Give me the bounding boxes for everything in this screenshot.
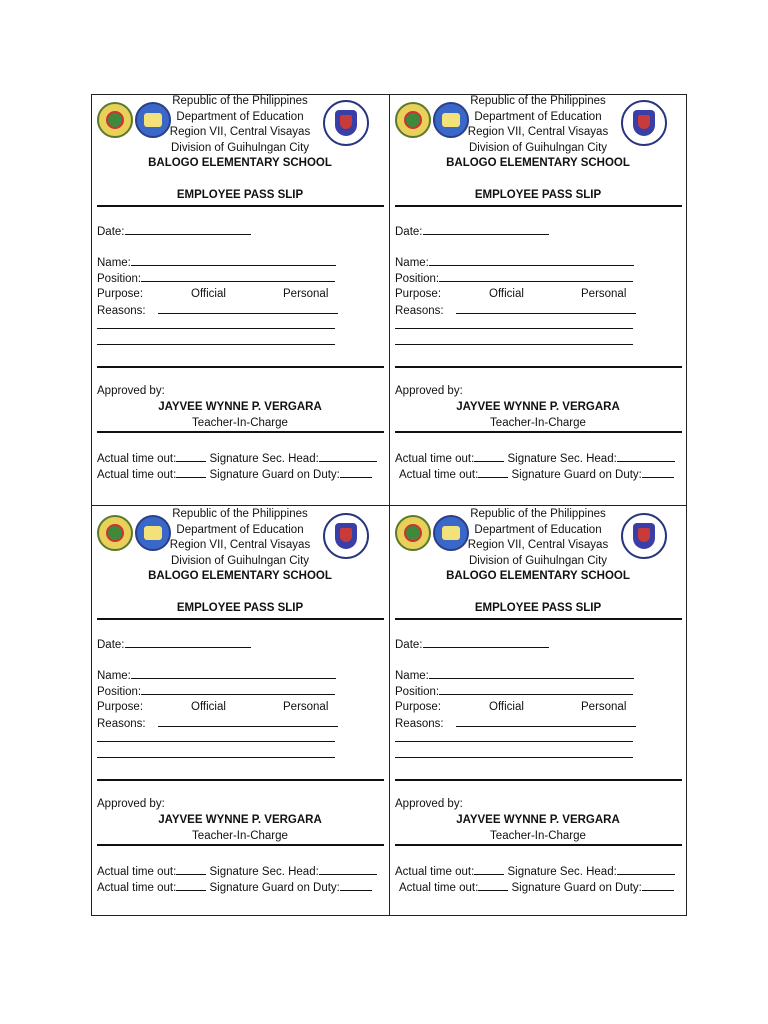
header-republic: Republic of the Philippines bbox=[470, 508, 606, 520]
signer-name: JAYVEE WYNNE P. VERGARA bbox=[158, 401, 322, 413]
time-out-blank[interactable] bbox=[474, 451, 504, 462]
approved-by-label: Approved by: bbox=[395, 798, 463, 810]
name-blank[interactable] bbox=[131, 668, 336, 679]
rule bbox=[97, 431, 384, 433]
reasons-line[interactable] bbox=[97, 344, 335, 345]
header-region: Region VII, Central Visayas bbox=[169, 126, 311, 138]
position-label: Position: bbox=[395, 686, 440, 698]
reasons-line[interactable] bbox=[97, 757, 335, 758]
name-label: Name: bbox=[97, 670, 131, 682]
signer-role: Teacher-In-Charge bbox=[490, 417, 586, 429]
position-label: Position: bbox=[97, 686, 142, 698]
position-blank[interactable] bbox=[439, 271, 633, 282]
signer-role: Teacher-In-Charge bbox=[490, 830, 586, 842]
time-out-blank[interactable] bbox=[478, 467, 508, 478]
reasons-blank[interactable] bbox=[158, 303, 338, 314]
name-label: Name: bbox=[395, 257, 429, 269]
position-label: Position: bbox=[395, 273, 440, 285]
time-out-label: Actual time out: bbox=[97, 882, 177, 894]
name-field[interactable] bbox=[97, 668, 336, 683]
reasons-blank[interactable] bbox=[158, 716, 338, 727]
header-school: BALOGO ELEMENTARY SCHOOL bbox=[148, 570, 332, 582]
header-department: Department of Education bbox=[474, 523, 602, 536]
reasons-line[interactable] bbox=[97, 741, 335, 742]
date-field[interactable] bbox=[395, 224, 549, 239]
header-republic: Republic of the Philippines bbox=[172, 95, 308, 107]
date-field[interactable] bbox=[97, 637, 251, 652]
date-field[interactable] bbox=[97, 224, 251, 239]
date-blank[interactable] bbox=[423, 224, 549, 235]
sec-head-blank[interactable] bbox=[617, 864, 675, 875]
reasons-line[interactable] bbox=[395, 344, 633, 345]
rule bbox=[395, 431, 682, 433]
purpose-personal[interactable]: Personal bbox=[283, 288, 329, 300]
date-label: Date: bbox=[97, 226, 125, 238]
time-out-label: Actual time out: bbox=[97, 469, 177, 481]
reasons-label: Reasons: bbox=[395, 305, 444, 317]
pass-slip bbox=[389, 507, 687, 918]
purpose-field bbox=[395, 287, 655, 301]
position-field[interactable] bbox=[97, 271, 335, 286]
date-blank[interactable] bbox=[125, 224, 251, 235]
rule bbox=[395, 779, 682, 781]
time-out-label: Actual time out: bbox=[97, 866, 177, 878]
form-title: EMPLOYEE PASS SLIP bbox=[474, 602, 602, 614]
time-out-label: Actual time out: bbox=[97, 453, 177, 465]
reasons-label: Reasons: bbox=[97, 305, 146, 317]
guard-blank[interactable] bbox=[340, 467, 372, 478]
name-blank[interactable] bbox=[429, 668, 634, 679]
name-label: Name: bbox=[97, 257, 131, 269]
header-department: Department of Education bbox=[176, 110, 304, 123]
time-out-blank[interactable] bbox=[176, 880, 206, 891]
rule bbox=[97, 779, 384, 781]
time-out-row bbox=[97, 451, 377, 466]
date-blank[interactable] bbox=[423, 637, 549, 648]
position-field[interactable] bbox=[395, 684, 633, 699]
sec-head-label: Signature Sec. Head: bbox=[209, 866, 319, 878]
form-title: EMPLOYEE PASS SLIP bbox=[474, 189, 602, 201]
rule bbox=[395, 205, 682, 207]
name-label: Name: bbox=[395, 670, 429, 682]
time-out-row bbox=[97, 880, 372, 895]
time-out-row bbox=[399, 880, 674, 895]
header-division: Division of Guihulngan City bbox=[468, 554, 608, 567]
horizontal-divider bbox=[91, 505, 687, 506]
purpose-personal[interactable]: Personal bbox=[581, 701, 627, 713]
position-field[interactable] bbox=[395, 271, 633, 286]
sec-head-blank[interactable] bbox=[319, 451, 377, 462]
name-field[interactable] bbox=[97, 255, 336, 270]
time-out-row bbox=[97, 864, 377, 879]
purpose-official[interactable]: Official bbox=[489, 288, 524, 300]
date-blank[interactable] bbox=[125, 637, 251, 648]
rule bbox=[97, 366, 384, 368]
purpose-label: Purpose: bbox=[97, 288, 144, 300]
reasons-field[interactable] bbox=[395, 303, 636, 318]
reasons-line[interactable] bbox=[97, 328, 335, 329]
guard-blank[interactable] bbox=[642, 880, 674, 891]
time-out-blank[interactable] bbox=[478, 880, 508, 891]
date-label: Date: bbox=[395, 226, 423, 238]
signer-name: JAYVEE WYNNE P. VERGARA bbox=[456, 814, 620, 826]
approved-by-label: Approved by: bbox=[97, 385, 165, 397]
rule bbox=[395, 844, 682, 846]
header-school: BALOGO ELEMENTARY SCHOOL bbox=[446, 157, 630, 169]
header-region: Region VII, Central Visayas bbox=[467, 126, 609, 138]
name-blank[interactable] bbox=[429, 255, 634, 266]
form-title: EMPLOYEE PASS SLIP bbox=[176, 602, 304, 614]
reasons-field[interactable] bbox=[97, 303, 338, 318]
date-label: Date: bbox=[97, 639, 125, 651]
form-title: EMPLOYEE PASS SLIP bbox=[176, 189, 304, 201]
reasons-label: Reasons: bbox=[97, 718, 146, 730]
time-out-blank[interactable] bbox=[176, 864, 206, 875]
reasons-field[interactable] bbox=[97, 716, 338, 731]
sec-head-blank[interactable] bbox=[319, 864, 377, 875]
date-label: Date: bbox=[395, 639, 423, 651]
signer-role: Teacher-In-Charge bbox=[192, 830, 288, 842]
rule bbox=[395, 618, 682, 620]
header-division: Division of Guihulngan City bbox=[170, 141, 310, 154]
reasons-field[interactable] bbox=[395, 716, 636, 731]
purpose-personal[interactable]: Personal bbox=[283, 701, 329, 713]
header-division: Division of Guihulngan City bbox=[170, 554, 310, 567]
position-blank[interactable] bbox=[439, 684, 633, 695]
header-region: Region VII, Central Visayas bbox=[169, 539, 311, 551]
sec-head-label: Signature Sec. Head: bbox=[507, 866, 617, 878]
signer-role: Teacher-In-Charge bbox=[192, 417, 288, 429]
signer-name: JAYVEE WYNNE P. VERGARA bbox=[158, 814, 322, 826]
time-out-label: Actual time out: bbox=[399, 882, 479, 894]
approved-by-label: Approved by: bbox=[395, 385, 463, 397]
purpose-official[interactable]: Official bbox=[191, 701, 226, 713]
rule bbox=[395, 366, 682, 368]
header-department: Department of Education bbox=[474, 110, 602, 123]
guard-blank[interactable] bbox=[642, 467, 674, 478]
header-department: Department of Education bbox=[176, 523, 304, 536]
header-republic: Republic of the Philippines bbox=[172, 508, 308, 520]
name-blank[interactable] bbox=[131, 255, 336, 266]
sec-head-blank[interactable] bbox=[617, 451, 675, 462]
reasons-line[interactable] bbox=[395, 741, 633, 742]
time-out-blank[interactable] bbox=[176, 451, 206, 462]
signer-name: JAYVEE WYNNE P. VERGARA bbox=[456, 401, 620, 413]
reasons-line[interactable] bbox=[395, 328, 633, 329]
time-out-label: Actual time out: bbox=[395, 866, 475, 878]
purpose-personal[interactable]: Personal bbox=[581, 288, 627, 300]
pass-slip bbox=[389, 94, 687, 505]
rule bbox=[97, 844, 384, 846]
header-school: BALOGO ELEMENTARY SCHOOL bbox=[148, 157, 332, 169]
time-out-blank[interactable] bbox=[176, 467, 206, 478]
sec-head-label: Signature Sec. Head: bbox=[209, 453, 319, 465]
time-out-row bbox=[395, 864, 675, 879]
header-school: BALOGO ELEMENTARY SCHOOL bbox=[446, 570, 630, 582]
position-blank[interactable] bbox=[141, 271, 335, 282]
time-out-label: Actual time out: bbox=[399, 469, 479, 481]
purpose-label: Purpose: bbox=[97, 701, 144, 713]
purpose-label: Purpose: bbox=[395, 288, 442, 300]
time-out-blank[interactable] bbox=[474, 864, 504, 875]
reasons-blank[interactable] bbox=[456, 716, 636, 727]
purpose-official[interactable]: Official bbox=[489, 701, 524, 713]
pass-slip bbox=[91, 507, 389, 918]
name-field[interactable] bbox=[395, 668, 634, 683]
date-field[interactable] bbox=[395, 637, 549, 652]
position-label: Position: bbox=[97, 273, 142, 285]
guard-label: Signature Guard on Duty: bbox=[209, 469, 340, 481]
guard-blank[interactable] bbox=[340, 880, 372, 891]
approved-by-label: Approved by: bbox=[97, 798, 165, 810]
header-region: Region VII, Central Visayas bbox=[467, 539, 609, 551]
position-blank[interactable] bbox=[141, 684, 335, 695]
purpose-official[interactable]: Official bbox=[191, 288, 226, 300]
reasons-label: Reasons: bbox=[395, 718, 444, 730]
position-field[interactable] bbox=[97, 684, 335, 699]
reasons-line[interactable] bbox=[395, 757, 633, 758]
header-republic: Republic of the Philippines bbox=[470, 95, 606, 107]
purpose-field bbox=[97, 287, 357, 301]
purpose-label: Purpose: bbox=[395, 701, 442, 713]
header-division: Division of Guihulngan City bbox=[468, 141, 608, 154]
name-field[interactable] bbox=[395, 255, 634, 270]
time-out-row bbox=[97, 467, 372, 482]
rule bbox=[97, 618, 384, 620]
purpose-field bbox=[395, 700, 655, 714]
pass-slip bbox=[91, 94, 389, 505]
guard-label: Signature Guard on Duty: bbox=[511, 882, 642, 894]
guard-label: Signature Guard on Duty: bbox=[511, 469, 642, 481]
guard-label: Signature Guard on Duty: bbox=[209, 882, 340, 894]
rule bbox=[97, 205, 384, 207]
time-out-row bbox=[395, 451, 675, 466]
time-out-row bbox=[399, 467, 674, 482]
reasons-blank[interactable] bbox=[456, 303, 636, 314]
sec-head-label: Signature Sec. Head: bbox=[507, 453, 617, 465]
purpose-field bbox=[97, 700, 357, 714]
time-out-label: Actual time out: bbox=[395, 453, 475, 465]
